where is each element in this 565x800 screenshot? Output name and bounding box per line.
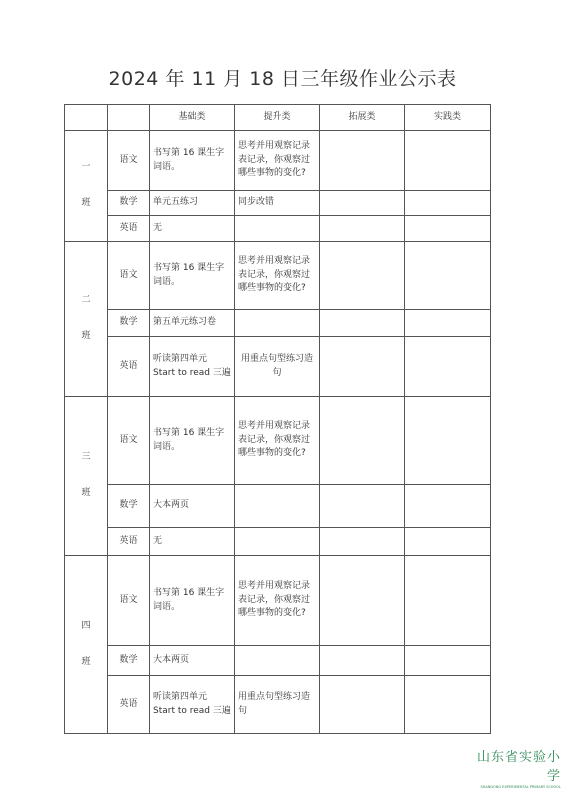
class-name-char: 四 [81, 620, 91, 631]
practice-cell [405, 242, 491, 310]
basic-cell: 听读第四单元 Start to read 三遍 [150, 676, 235, 734]
advanced-cell: 用重点句型练习造句 [235, 676, 320, 734]
advanced-cell [235, 528, 320, 556]
subject-cell: 语文 [108, 242, 150, 310]
header-cell-extended: 拓展类 [320, 105, 405, 131]
extended-cell [320, 676, 405, 734]
advanced-cell: 同步改错 [235, 191, 320, 216]
table-row [65, 216, 491, 242]
table-row [65, 528, 491, 556]
extended-cell [320, 191, 405, 216]
header-cell-advanced: 提升类 [235, 105, 320, 131]
practice-cell [405, 337, 491, 397]
practice-cell [405, 528, 491, 556]
subject-cell: 英语 [108, 216, 150, 242]
table-row [65, 485, 491, 528]
advanced-cell: 思考并用观察记录表记录，你观察过哪些事物的变化? [235, 556, 320, 646]
table-row [65, 646, 491, 676]
basic-cell: 大本两页 [150, 646, 235, 676]
table-row [65, 556, 491, 646]
basic-cell: 书写第 16 课生字词语。 [150, 397, 235, 485]
practice-cell [405, 556, 491, 646]
class-name-cell [65, 397, 108, 556]
practice-cell [405, 191, 491, 216]
extended-cell [320, 337, 405, 397]
header-cell-subject [108, 105, 150, 131]
practice-cell [405, 485, 491, 528]
page-title: 2024 年 11 月 18 日三年级作业公示表 [108, 68, 457, 90]
extended-cell [320, 397, 405, 485]
subject-cell: 语文 [108, 397, 150, 485]
subject-cell: 英语 [108, 528, 150, 556]
header-cell-basic: 基础类 [150, 105, 235, 131]
class-name-cell [65, 242, 108, 397]
class-name-char: 二 [81, 295, 91, 306]
basic-cell: 第五单元练习卷 [150, 310, 235, 337]
class-name-char: 班 [81, 331, 91, 341]
table-row [65, 131, 491, 191]
subject-cell: 英语 [108, 676, 150, 734]
class-name-cell [65, 131, 108, 242]
advanced-cell: 用重点句型练习造句 [235, 337, 320, 397]
basic-cell: 无 [150, 528, 235, 556]
advanced-cell: 思考并用观察记录表记录，你观察过哪些事物的变化? [235, 397, 320, 485]
table-row [65, 337, 491, 397]
extended-cell [320, 528, 405, 556]
advanced-cell [235, 216, 320, 242]
class-name-char: 班 [81, 488, 91, 498]
practice-cell [405, 646, 491, 676]
class-name-char: 班 [81, 656, 91, 667]
class-name-char: 三 [81, 452, 91, 463]
practice-cell [405, 131, 491, 191]
school-logo-name: 山东省实验小学 [476, 750, 561, 784]
subject-cell: 数学 [108, 310, 150, 337]
table-row [65, 310, 491, 337]
class-name-cell [65, 556, 108, 734]
practice-cell [405, 310, 491, 337]
school-logo [470, 746, 565, 789]
header-cell-practice: 实践类 [405, 105, 491, 131]
table-row [65, 397, 491, 485]
homework-table [64, 104, 491, 734]
extended-cell [320, 216, 405, 242]
advanced-cell [235, 485, 320, 528]
extended-cell [320, 310, 405, 337]
basic-cell: 书写第 16 课生字词语。 [150, 131, 235, 191]
practice-cell [405, 397, 491, 485]
extended-cell [320, 485, 405, 528]
header-cell-class [65, 105, 108, 131]
extended-cell [320, 242, 405, 310]
subject-cell: 数学 [108, 191, 150, 216]
school-logo-english: SHANDONG EXPERIMENTAL PRIMARY SCHOOL [480, 785, 561, 789]
class-name-char: 班 [81, 198, 91, 208]
extended-cell [320, 131, 405, 191]
basic-cell: 听读第四单元 Start to read 三遍 [150, 337, 235, 397]
advanced-cell [235, 310, 320, 337]
basic-cell: 无 [150, 216, 235, 242]
basic-cell: 书写第 16 课生字词语。 [150, 556, 235, 646]
practice-cell [405, 676, 491, 734]
header-row [65, 105, 491, 131]
practice-cell [405, 216, 491, 242]
basic-cell: 大本两页 [150, 485, 235, 528]
subject-cell: 语文 [108, 556, 150, 646]
table-row [65, 191, 491, 216]
class-name-char: 一 [81, 162, 91, 173]
table-row [65, 676, 491, 734]
advanced-cell: 思考并用观察记录表记录，你观察过哪些事物的变化? [235, 242, 320, 310]
subject-cell: 英语 [108, 337, 150, 397]
table-row [65, 242, 491, 310]
extended-cell [320, 646, 405, 676]
subject-cell: 数学 [108, 485, 150, 528]
subject-cell: 数学 [108, 646, 150, 676]
basic-cell: 单元五练习 [150, 191, 235, 216]
advanced-cell: 思考并用观察记录表记录，你观察过哪些事物的变化? [235, 131, 320, 191]
extended-cell [320, 556, 405, 646]
advanced-cell [235, 646, 320, 676]
subject-cell: 语文 [108, 131, 150, 191]
basic-cell: 书写第 16 课生字词语。 [150, 242, 235, 310]
